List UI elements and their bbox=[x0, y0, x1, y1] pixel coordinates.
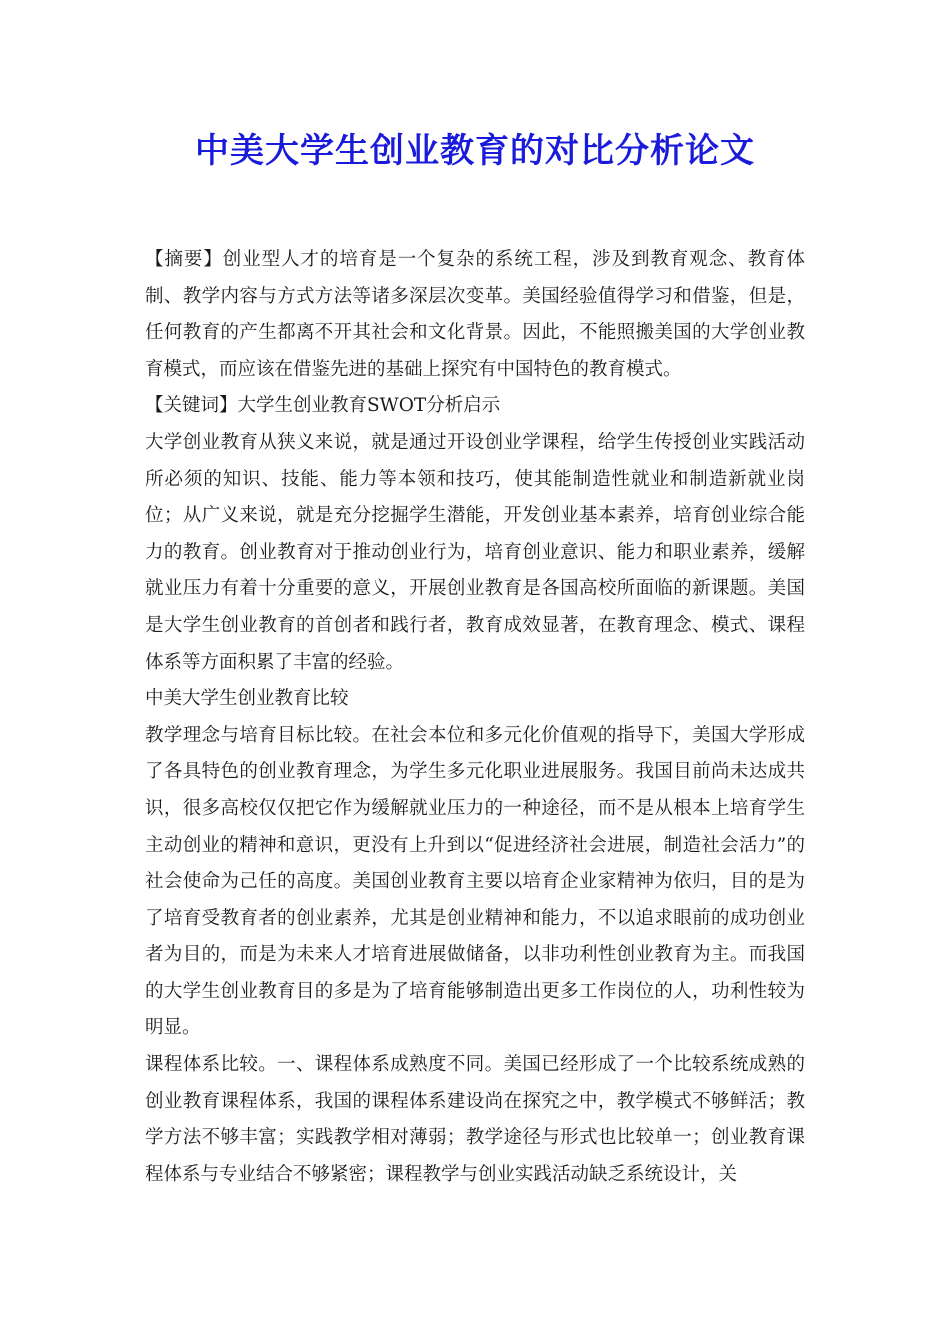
body-paragraph: 课程体系比较。一、课程体系成熟度不同。美国已经形成了一个比较系统成熟的创业教育课程体系，我国的课程体系建设尚在探究之中，教学模式不够鲜活；教学方法不够丰富；实践教学相对薄弱；教学途径与形式也比较单一；创业教育课程体系与专业结合不够紧密；课程教学与创业实践活动缺乏系统设计，关 bbox=[145, 1054, 805, 1185]
body-paragraph: 大学创业教育从狭义来说，就是通过开设创业学课程，给学生传授创业实践活动所必须的知识、技能、能力等本领和技巧，使其能制造性就业和制造新就业岗位；从广义来说，就是充分挖掘学生潜能，开发创业基本素养，培育创业综合能力的教育。创业教育对于推动创业行为，培育创业意识、能力和职业素养，缓解就业压力有着十分重要的意义，开展创业教育是各国高校所面临的新课题。美国是大学生创业教育的首创者和践行者，教育成效显著，在教育理念、模式、课程体系等方面积累了丰富的经验。 bbox=[145, 431, 805, 673]
keywords-paragraph: 【关键词】大学生创业教育SWOT分析启示 bbox=[145, 395, 501, 417]
section-heading: 中美大学生创业教育比较 bbox=[145, 688, 349, 710]
document-title: 中美大学生创业教育的对比分析论文 bbox=[195, 131, 755, 171]
document-body bbox=[145, 242, 805, 1193]
abstract-paragraph: 【摘要】创业型人才的培育是一个复杂的系统工程，涉及到教育观念、教育体制、教学内容与方式方法等诸多深层次变革。美国经验值得学习和借鉴，但是，任何教育的产生都离不开其社会和文化背景。因此，不能照搬美国的大学创业教育模式，而应该在借鉴先进的基础上探究有中国特色的教育模式。 bbox=[145, 249, 805, 380]
body-paragraph: 教学理念与培育目标比较。在社会本位和多元化价值观的指导下，美国大学形成了各具特色的创业教育理念，为学生多元化职业进展服务。我国目前尚未达成共识，很多高校仅仅把它作为缓解就业压力的一种途径，而不是从根本上培育学生主动创业的精神和意识，更没有上升到以“促进经济社会进展，制造社会活力”的社会使命为己任的高度。美国创业教育主要以培育企业家精神为依归，目的是为了培育受教育者的创业素养，尤其是创业精神和能力，不以追求眼前的成功创业者为目的，而是为未来人才培育进展做储备，以非功利性创业教育为主。而我国的大学生创业教育目的多是为了培育能够制造出更多工作岗位的人，功利性较为明显。 bbox=[145, 724, 805, 1039]
